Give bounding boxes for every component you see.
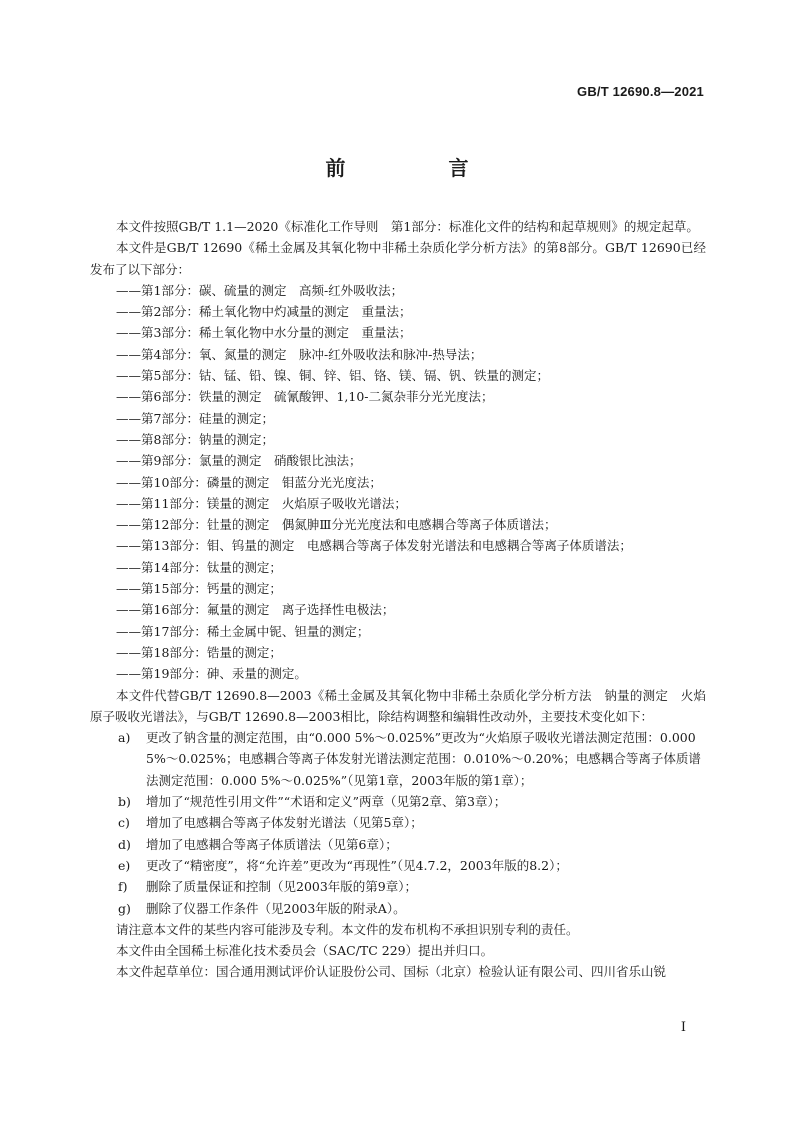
list-item: ——第8部分：钠量的测定；: [116, 431, 274, 447]
change-item: [90, 876, 706, 897]
page-number: I: [680, 1020, 686, 1035]
change-item: [90, 791, 706, 812]
change-text: 增加了“规范性引用文件”“术语和定义”两章（见第2章、第3章）；: [146, 794, 507, 810]
list-item: ——第4部分：氧、氮量的测定 脉冲-红外吸收法和脉冲-热导法；: [116, 346, 483, 362]
list-item: ——第18部分：锆量的测定；: [116, 644, 282, 660]
change-label: e): [118, 857, 131, 873]
change-label: g): [118, 900, 131, 916]
list-item: ——第15部分：钙量的测定；: [116, 581, 282, 597]
change-item: [90, 898, 706, 919]
list-item: ——第14部分：钛量的测定；: [116, 559, 282, 575]
list-item: ——第16部分：氟量的测定 离子选择性电极法；: [116, 602, 395, 618]
change-label: b): [118, 794, 131, 810]
change-item: [90, 812, 706, 833]
list-item: ——第6部分：铁量的测定 硫氰酸钾、1,10-二氮杂菲分光光度法；: [116, 389, 494, 405]
change-item: [90, 855, 706, 876]
list-item: ——第17部分：稀土金属中铌、钽量的测定；: [116, 623, 370, 639]
document-body: [90, 216, 706, 983]
change-text: 删除了质量保证和控制（见2003年版的第9章）；: [146, 879, 418, 895]
change-label: f): [118, 879, 128, 895]
list-item: ——第12部分：钍量的测定 偶氮胂Ⅲ分光光度法和电感耦合等离子体质谱法；: [116, 517, 557, 533]
change-item: [90, 727, 706, 791]
intro-paragraph: 本文件是GB/T 12690《稀土金属及其氧化物中非稀土杂质化学分析方法》的第8部分。GB/T 12690已经发布了以下部分：: [90, 240, 706, 277]
changes-list: [90, 727, 706, 919]
list-item: ——第1部分：碳、硫量的测定 高频-红外吸收法；: [116, 282, 404, 298]
change-text: 增加了电感耦合等离子体质谱法（见第6章）；: [146, 836, 398, 852]
change-item: [90, 834, 706, 855]
change-text: 更改了钠含量的测定范围，由“0.000 5%～0.025%”更改为“火焰原子吸收光谱法测定范围：0.000 5%～0.025%；电感耦合等离子体发射光谱法测定范围：0.010%～0.20%；电感耦合等离子体质谱法测定范围：0.000 5%～0.025%”（见第1章，2003年版的第1章）；: [146, 730, 701, 788]
list-item: ——第7部分：硅量的测定；: [116, 410, 274, 426]
page-title: 前 言: [325, 156, 517, 180]
change-text: 更改了“精密度”，将“允许差”更改为“再现性”（见4.7.2，2003年版的8.2）；: [146, 857, 568, 873]
standard-code: GB/T 12690.8—2021: [577, 84, 704, 99]
parts-list: [90, 280, 706, 685]
change-label: c): [118, 815, 130, 831]
list-item: ——第10部分：磷量的测定 钼蓝分光光度法；: [116, 474, 382, 490]
change-text: 增加了电感耦合等离子体发射光谱法（见第5章）；: [146, 815, 423, 831]
list-item: ——第11部分：镁量的测定 火焰原子吸收光谱法；: [116, 495, 407, 511]
list-item: ——第5部分：钴、锰、铅、镍、铜、锌、铝、铬、镁、镉、钒、铁量的测定；: [116, 368, 549, 384]
list-item: ——第3部分：稀土氧化物中水分量的测定 重量法；: [116, 325, 412, 341]
change-label: d): [118, 836, 131, 852]
list-item: ——第2部分：稀土氧化物中灼减量的测定 重量法；: [116, 304, 412, 320]
intro-paragraph: 本文件按照GB/T 1.1—2020《标准化工作导则 第1部分：标准化文件的结构和起草规则》的规定起草。: [116, 219, 699, 234]
replace-paragraph: 本文件代替GB/T 12690.8—2003《稀土金属及其氧化物中非稀土杂质化学分析方法 钠量的测定 火焰原子吸收光谱法》，与GB/T 12690.8—2003相比，除结构调整和编辑性改动外，主要技术变化如下：: [90, 687, 706, 724]
closing-paragraph: 本文件起草单位：国合通用测试评价认证股份公司、国标（北京）检验认证有限公司、四川省乐山锐: [116, 964, 667, 980]
list-item: ——第13部分：钼、钨量的测定 电感耦合等离子体发射光谱法和电感耦合等离子体质谱法；: [116, 538, 632, 554]
list-item: ——第9部分：氯量的测定 硝酸银比浊法；: [116, 453, 362, 469]
change-text: 删除了仪器工作条件（见2003年版的附录A）。: [146, 900, 406, 916]
change-label: a): [118, 730, 131, 746]
closing-paragraph: 本文件由全国稀土标准化技术委员会（SAC/TC 229）提出并归口。: [116, 943, 494, 959]
closing-paragraph: 请注意本文件的某些内容可能涉及专利。本文件的发布机构不承担识别专利的责任。: [116, 921, 579, 937]
list-item: ——第19部分：砷、汞量的测定。: [116, 666, 307, 682]
